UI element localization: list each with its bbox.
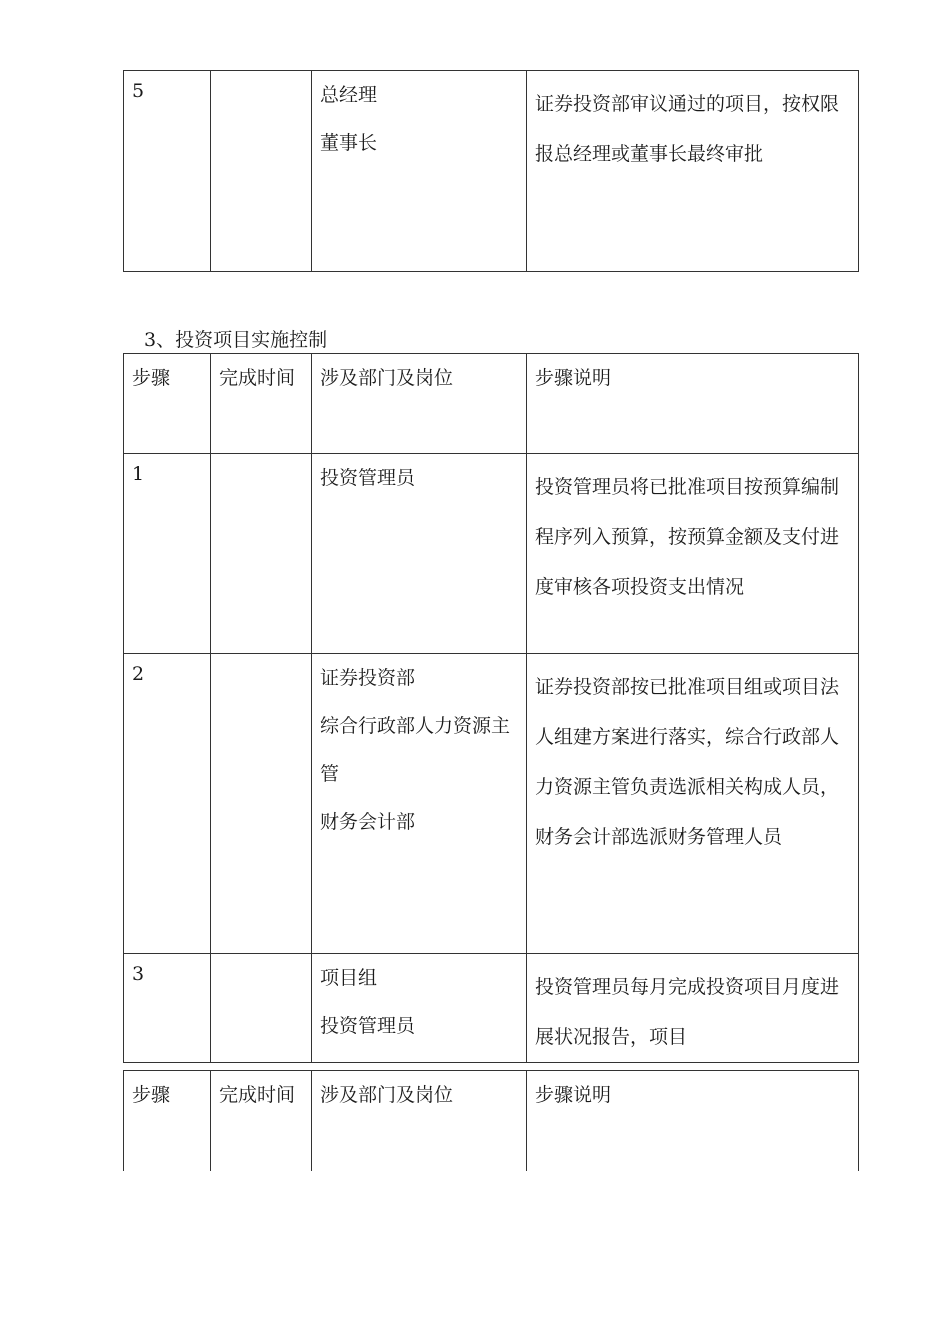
step-cell: 3: [124, 954, 211, 1063]
table-row: [124, 954, 859, 1063]
dept-line: 投资管理员: [320, 1015, 416, 1037]
desc-cell: 证券投资部审议通过的项目，按权限报总经理或董事长最终审批: [527, 71, 859, 272]
step-cell: 2: [124, 654, 211, 954]
table-row: [124, 71, 859, 272]
step-cell: 5: [124, 71, 211, 272]
header-time: 完成时间: [211, 354, 312, 454]
dept-line: 投资管理员: [320, 467, 416, 489]
desc-cell: 投资管理员将已批准项目按预算编制程序列入预算，按预算金额及支付进度审核各项投资支出情况: [527, 454, 859, 654]
header-dept: 涉及部门及岗位: [312, 354, 527, 454]
dept-cell: [312, 954, 527, 1063]
dept-line: 综合行政部人力资源主管: [320, 715, 511, 785]
dept-cell: [312, 71, 527, 272]
dept-cell: [312, 654, 527, 954]
desc-cell: 投资管理员每月完成投资项目月度进展状况报告，项目: [527, 954, 859, 1063]
time-cell: [211, 71, 312, 272]
header-dept: 涉及部门及岗位: [312, 1071, 527, 1171]
dept-line: 证券投资部: [320, 667, 416, 689]
dept-line: 董事长: [320, 132, 378, 154]
table-row: [124, 454, 859, 654]
table-header-row: [124, 354, 859, 454]
dept-line: 项目组: [320, 967, 378, 989]
approval-table-continuation: [123, 70, 859, 272]
implementation-control-table: [123, 353, 859, 1063]
desc-cell: 证券投资部按已批准项目组或项目法人组建方案进行落实，综合行政部人力资源主管负责选派相关构成人员，财务会计部选派财务管理人员: [527, 654, 859, 954]
step-cell: 1: [124, 454, 211, 654]
time-cell: [211, 954, 312, 1063]
table-row: [124, 654, 859, 954]
header-step: 步骤: [124, 1071, 211, 1171]
header-time: 完成时间: [211, 1071, 312, 1171]
time-cell: [211, 454, 312, 654]
dept-line: 财务会计部: [320, 811, 416, 833]
header-step: 步骤: [124, 354, 211, 454]
dept-line: 总经理: [320, 84, 378, 106]
header-desc: 步骤说明: [527, 354, 859, 454]
table-header-row: [124, 1071, 859, 1171]
section-title: 3、投资项目实施控制: [144, 329, 328, 351]
dept-cell: [312, 454, 527, 654]
header-desc: 步骤说明: [527, 1071, 859, 1171]
time-cell: [211, 654, 312, 954]
next-page-table: [123, 1070, 859, 1171]
